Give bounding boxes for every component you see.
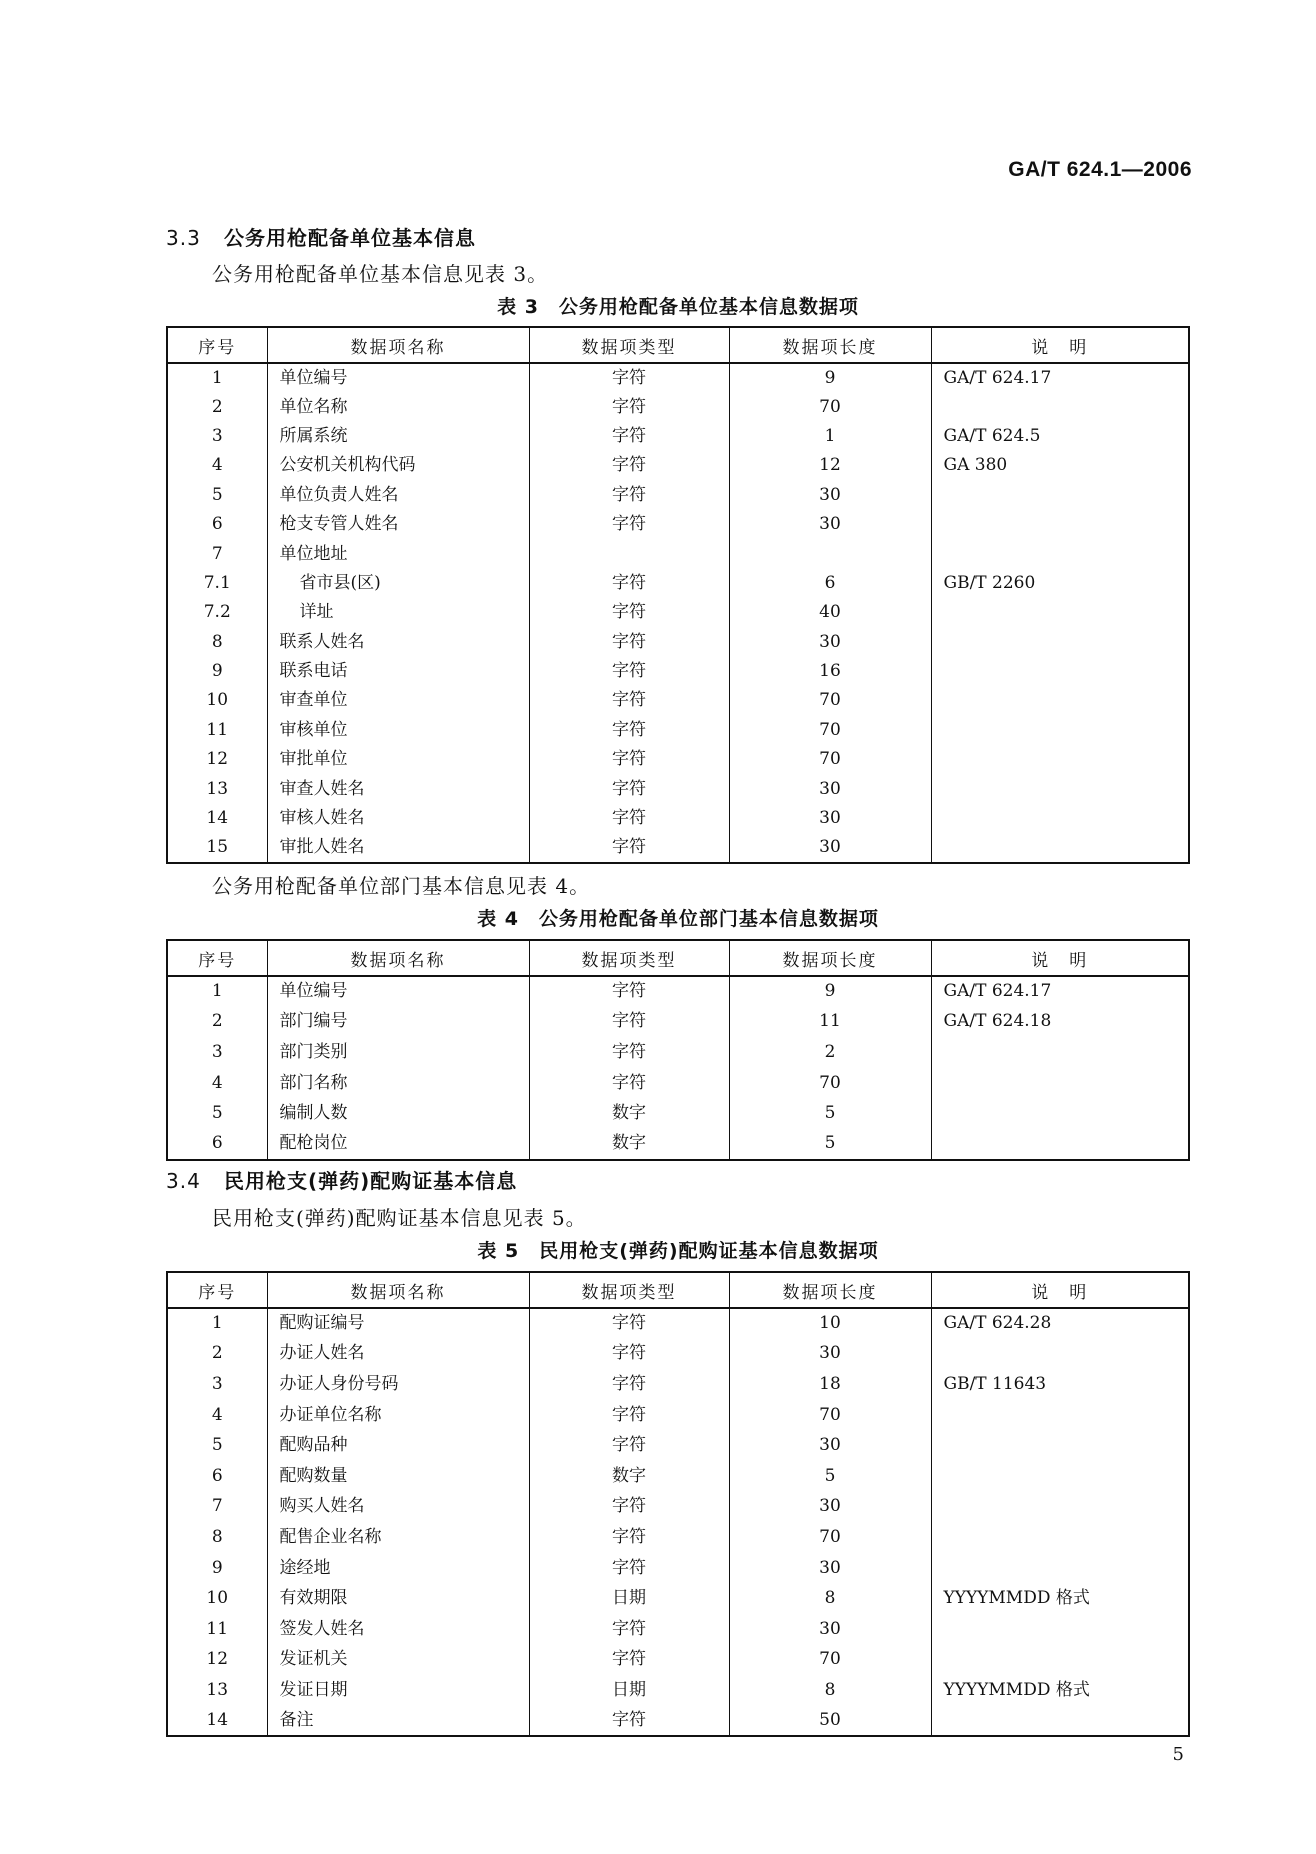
table-row — [167, 716, 1189, 745]
column-header: 序号 — [167, 327, 267, 363]
cell-note — [931, 1037, 1189, 1068]
table-row — [167, 451, 1189, 480]
column-header: 序号 — [167, 940, 267, 976]
cell-seq: 10 — [167, 1583, 267, 1614]
cell-seq: 9 — [167, 657, 267, 686]
cell-length: 6 — [729, 569, 931, 598]
table-row — [167, 774, 1189, 803]
cell-length: 8 — [729, 1583, 931, 1614]
cell-type: 字符 — [529, 1706, 729, 1737]
cell-name: 省市县(区) — [267, 569, 529, 598]
table-row — [167, 539, 1189, 568]
cell-note — [931, 392, 1189, 421]
cell-length: 30 — [729, 628, 931, 657]
cell-length: 30 — [729, 510, 931, 539]
cell-seq: 7.1 — [167, 569, 267, 598]
cell-length: 70 — [729, 1645, 931, 1676]
cell-length: 2 — [729, 1037, 931, 1068]
cell-length: 70 — [729, 745, 931, 774]
table-row — [167, 1308, 1189, 1339]
cell-note — [931, 1645, 1189, 1676]
cell-type: 字符 — [529, 1614, 729, 1645]
table-row — [167, 1007, 1189, 1038]
table-row — [167, 686, 1189, 715]
cell-seq: 14 — [167, 804, 267, 833]
table-row — [167, 598, 1189, 627]
cell-type: 字符 — [529, 1037, 729, 1068]
cell-type: 日期 — [529, 1675, 729, 1706]
cell-length: 9 — [729, 976, 931, 1007]
cell-seq: 11 — [167, 716, 267, 745]
cell-length: 8 — [729, 1675, 931, 1706]
table-row — [167, 745, 1189, 774]
cell-note — [931, 1614, 1189, 1645]
cell-seq: 6 — [167, 1461, 267, 1492]
cell-note — [931, 657, 1189, 686]
cell-type: 字符 — [529, 745, 729, 774]
cell-type: 字符 — [529, 363, 729, 392]
cell-note: GA/T 624.17 — [931, 976, 1189, 1007]
cell-type: 字符 — [529, 598, 729, 627]
cell-type: 字符 — [529, 657, 729, 686]
cell-length: 5 — [729, 1461, 931, 1492]
cell-name: 部门类别 — [267, 1037, 529, 1068]
column-header: 序号 — [167, 1272, 267, 1308]
cell-type: 字符 — [529, 1645, 729, 1676]
cell-name: 审批单位 — [267, 745, 529, 774]
cell-name: 编制人数 — [267, 1098, 529, 1129]
cell-type: 字符 — [529, 686, 729, 715]
column-header: 数据项类型 — [529, 1272, 729, 1308]
table3 — [166, 326, 1190, 864]
cell-name: 审查单位 — [267, 686, 529, 715]
cell-note: GA/T 624.5 — [931, 422, 1189, 451]
cell-length: 40 — [729, 598, 931, 627]
cell-type: 数字 — [529, 1461, 729, 1492]
cell-length: 5 — [729, 1098, 931, 1129]
cell-seq: 4 — [167, 451, 267, 480]
table-row — [167, 1400, 1189, 1431]
cell-length: 30 — [729, 774, 931, 803]
cell-seq: 1 — [167, 1308, 267, 1339]
cell-length — [729, 539, 931, 568]
cell-seq: 2 — [167, 1339, 267, 1370]
cell-length: 9 — [729, 363, 931, 392]
table-row — [167, 422, 1189, 451]
cell-name: 单位编号 — [267, 976, 529, 1007]
cell-seq: 4 — [167, 1400, 267, 1431]
cell-length: 50 — [729, 1706, 931, 1737]
cell-name: 联系电话 — [267, 657, 529, 686]
cell-length: 12 — [729, 451, 931, 480]
cell-name: 详址 — [267, 598, 529, 627]
cell-name: 公安机关机构代码 — [267, 451, 529, 480]
table-header-row — [167, 327, 1189, 363]
cell-note — [931, 481, 1189, 510]
cell-length: 30 — [729, 1339, 931, 1370]
cell-note — [931, 1098, 1189, 1129]
cell-type: 字符 — [529, 833, 729, 862]
cell-length: 30 — [729, 1614, 931, 1645]
cell-type: 字符 — [529, 451, 729, 480]
cell-name: 途经地 — [267, 1553, 529, 1584]
cell-seq: 5 — [167, 481, 267, 510]
cell-seq: 10 — [167, 686, 267, 715]
table5 — [166, 1271, 1190, 1737]
cell-length: 1 — [729, 422, 931, 451]
table-row — [167, 1675, 1189, 1706]
cell-length: 30 — [729, 833, 931, 862]
table4-intro: 公务用枪配备单位部门基本信息见表 4。 — [212, 874, 591, 898]
cell-type: 字符 — [529, 1553, 729, 1584]
cell-note: YYYYMMDD 格式 — [931, 1583, 1189, 1614]
cell-seq: 13 — [167, 1675, 267, 1706]
cell-name: 单位名称 — [267, 392, 529, 421]
cell-note — [931, 539, 1189, 568]
cell-note — [931, 1129, 1189, 1160]
section-3-4-intro: 民用枪支(弹药)配购证基本信息见表 5。 — [212, 1206, 587, 1230]
cell-length: 70 — [729, 1400, 931, 1431]
cell-type: 字符 — [529, 481, 729, 510]
cell-seq: 1 — [167, 363, 267, 392]
cell-seq: 12 — [167, 1645, 267, 1676]
cell-seq: 5 — [167, 1098, 267, 1129]
table-row — [167, 804, 1189, 833]
cell-type: 字符 — [529, 1522, 729, 1553]
cell-name: 备注 — [267, 1706, 529, 1737]
cell-note: GB/T 2260 — [931, 569, 1189, 598]
cell-name: 购买人姓名 — [267, 1492, 529, 1523]
section-number: 3.3 — [166, 226, 201, 250]
cell-seq: 11 — [167, 1614, 267, 1645]
cell-note — [931, 833, 1189, 862]
cell-name: 部门编号 — [267, 1007, 529, 1038]
table-row — [167, 1369, 1189, 1400]
table-row — [167, 1614, 1189, 1645]
cell-length: 5 — [729, 1129, 931, 1160]
cell-seq: 4 — [167, 1068, 267, 1099]
cell-seq: 2 — [167, 392, 267, 421]
cell-length: 11 — [729, 1007, 931, 1038]
cell-note — [931, 686, 1189, 715]
cell-seq: 5 — [167, 1430, 267, 1461]
cell-name: 审核人姓名 — [267, 804, 529, 833]
column-header: 数据项长度 — [729, 1272, 931, 1308]
cell-name: 发证机关 — [267, 1645, 529, 1676]
cell-seq: 8 — [167, 1522, 267, 1553]
cell-length: 70 — [729, 1522, 931, 1553]
cell-note — [931, 716, 1189, 745]
section-3-3-heading — [166, 222, 476, 251]
table4-caption: 表 4 公务用枪配备单位部门基本信息数据项 — [477, 908, 879, 930]
table-row — [167, 1706, 1189, 1737]
cell-type: 字符 — [529, 1068, 729, 1099]
cell-length: 10 — [729, 1308, 931, 1339]
column-header: 数据项类型 — [529, 327, 729, 363]
cell-name: 单位编号 — [267, 363, 529, 392]
cell-name: 配购品种 — [267, 1430, 529, 1461]
section-title: 公务用枪配备单位基本信息 — [224, 226, 476, 250]
cell-note — [931, 598, 1189, 627]
table-row — [167, 1037, 1189, 1068]
table-row — [167, 1492, 1189, 1523]
cell-name: 配购证编号 — [267, 1308, 529, 1339]
cell-seq: 12 — [167, 745, 267, 774]
table-row — [167, 1068, 1189, 1099]
table-row — [167, 510, 1189, 539]
cell-seq: 3 — [167, 422, 267, 451]
table-row — [167, 1430, 1189, 1461]
cell-seq: 13 — [167, 774, 267, 803]
column-header: 数据项类型 — [529, 940, 729, 976]
cell-type: 字符 — [529, 976, 729, 1007]
cell-name: 枪支专管人姓名 — [267, 510, 529, 539]
cell-type: 字符 — [529, 1339, 729, 1370]
cell-seq: 14 — [167, 1706, 267, 1737]
cell-name: 签发人姓名 — [267, 1614, 529, 1645]
cell-length: 30 — [729, 1492, 931, 1523]
section-number: 3.4 — [166, 1169, 201, 1193]
cell-note — [931, 1339, 1189, 1370]
cell-note: GA/T 624.18 — [931, 1007, 1189, 1038]
cell-type: 数字 — [529, 1098, 729, 1129]
cell-length: 70 — [729, 1068, 931, 1099]
cell-length: 16 — [729, 657, 931, 686]
cell-name: 办证人身份号码 — [267, 1369, 529, 1400]
cell-seq: 7 — [167, 539, 267, 568]
cell-seq: 8 — [167, 628, 267, 657]
cell-seq: 9 — [167, 1553, 267, 1584]
cell-type: 字符 — [529, 392, 729, 421]
cell-type: 日期 — [529, 1583, 729, 1614]
cell-seq: 15 — [167, 833, 267, 862]
table-row — [167, 1553, 1189, 1584]
cell-name: 办证人姓名 — [267, 1339, 529, 1370]
cell-type: 字符 — [529, 1400, 729, 1431]
cell-name: 配购数量 — [267, 1461, 529, 1492]
cell-length: 30 — [729, 1430, 931, 1461]
section-title: 民用枪支(弹药)配购证基本信息 — [224, 1169, 518, 1193]
cell-note — [931, 1706, 1189, 1737]
table-row — [167, 657, 1189, 686]
cell-note — [931, 1068, 1189, 1099]
cell-seq: 2 — [167, 1007, 267, 1038]
standard-code: GA/T 624.1—2006 — [1008, 158, 1192, 181]
cell-note: GA 380 — [931, 451, 1189, 480]
table-row — [167, 1522, 1189, 1553]
cell-type: 数字 — [529, 1129, 729, 1160]
table3-caption: 表 3 公务用枪配备单位基本信息数据项 — [497, 296, 859, 318]
table-row — [167, 976, 1189, 1007]
page-number: 5 — [1172, 1744, 1184, 1765]
cell-type: 字符 — [529, 422, 729, 451]
cell-note — [931, 745, 1189, 774]
cell-length: 18 — [729, 1369, 931, 1400]
cell-type: 字符 — [529, 628, 729, 657]
cell-note — [931, 1400, 1189, 1431]
cell-type: 字符 — [529, 716, 729, 745]
cell-note — [931, 510, 1189, 539]
cell-note — [931, 628, 1189, 657]
column-header: 说 明 — [931, 940, 1189, 976]
column-header: 说 明 — [931, 327, 1189, 363]
table-row — [167, 1461, 1189, 1492]
table-row — [167, 481, 1189, 510]
cell-note — [931, 774, 1189, 803]
cell-type: 字符 — [529, 1430, 729, 1461]
cell-note — [931, 1522, 1189, 1553]
cell-seq: 1 — [167, 976, 267, 1007]
cell-type: 字符 — [529, 1308, 729, 1339]
cell-length: 30 — [729, 1553, 931, 1584]
column-header: 说 明 — [931, 1272, 1189, 1308]
cell-note — [931, 1430, 1189, 1461]
cell-name: 配枪岗位 — [267, 1129, 529, 1160]
table-header-row — [167, 1272, 1189, 1308]
table-row — [167, 1583, 1189, 1614]
section-3-4-heading — [166, 1165, 517, 1194]
cell-type: 字符 — [529, 774, 729, 803]
table-row — [167, 392, 1189, 421]
cell-length: 30 — [729, 481, 931, 510]
cell-name: 审批人姓名 — [267, 833, 529, 862]
column-header: 数据项长度 — [729, 940, 931, 976]
column-header: 数据项名称 — [267, 940, 529, 976]
cell-length: 70 — [729, 716, 931, 745]
cell-type: 字符 — [529, 804, 729, 833]
cell-length: 30 — [729, 804, 931, 833]
cell-name: 联系人姓名 — [267, 628, 529, 657]
cell-type: 字符 — [529, 1369, 729, 1400]
cell-type: 字符 — [529, 1492, 729, 1523]
cell-type: 字符 — [529, 1007, 729, 1038]
cell-note — [931, 1461, 1189, 1492]
column-header: 数据项名称 — [267, 1272, 529, 1308]
table-row — [167, 1129, 1189, 1160]
cell-name: 审查人姓名 — [267, 774, 529, 803]
table-row — [167, 628, 1189, 657]
cell-seq: 7 — [167, 1492, 267, 1523]
cell-seq: 6 — [167, 1129, 267, 1160]
table4 — [166, 939, 1190, 1161]
cell-note: YYYYMMDD 格式 — [931, 1675, 1189, 1706]
cell-note — [931, 1492, 1189, 1523]
table-row — [167, 569, 1189, 598]
table-row — [167, 363, 1189, 392]
cell-note — [931, 804, 1189, 833]
cell-name: 发证日期 — [267, 1675, 529, 1706]
cell-name: 部门名称 — [267, 1068, 529, 1099]
cell-note: GB/T 11643 — [931, 1369, 1189, 1400]
cell-name: 所属系统 — [267, 422, 529, 451]
cell-seq: 3 — [167, 1037, 267, 1068]
cell-note — [931, 1553, 1189, 1584]
cell-type — [529, 539, 729, 568]
cell-length: 70 — [729, 686, 931, 715]
cell-name: 审核单位 — [267, 716, 529, 745]
cell-seq: 3 — [167, 1369, 267, 1400]
section-3-3-intro: 公务用枪配备单位基本信息见表 3。 — [212, 262, 549, 286]
table5-caption: 表 5 民用枪支(弹药)配购证基本信息数据项 — [477, 1240, 879, 1262]
table-header-row — [167, 940, 1189, 976]
cell-type: 字符 — [529, 510, 729, 539]
cell-name: 办证单位名称 — [267, 1400, 529, 1431]
table-row — [167, 1339, 1189, 1370]
table-row — [167, 1098, 1189, 1129]
table-row — [167, 833, 1189, 862]
cell-name: 配售企业名称 — [267, 1522, 529, 1553]
cell-note: GA/T 624.28 — [931, 1308, 1189, 1339]
cell-name: 单位负责人姓名 — [267, 481, 529, 510]
column-header: 数据项名称 — [267, 327, 529, 363]
cell-seq: 6 — [167, 510, 267, 539]
cell-note: GA/T 624.17 — [931, 363, 1189, 392]
cell-length: 70 — [729, 392, 931, 421]
cell-type: 字符 — [529, 569, 729, 598]
cell-seq: 7.2 — [167, 598, 267, 627]
cell-name: 有效期限 — [267, 1583, 529, 1614]
column-header: 数据项长度 — [729, 327, 931, 363]
table-row — [167, 1645, 1189, 1676]
cell-name: 单位地址 — [267, 539, 529, 568]
